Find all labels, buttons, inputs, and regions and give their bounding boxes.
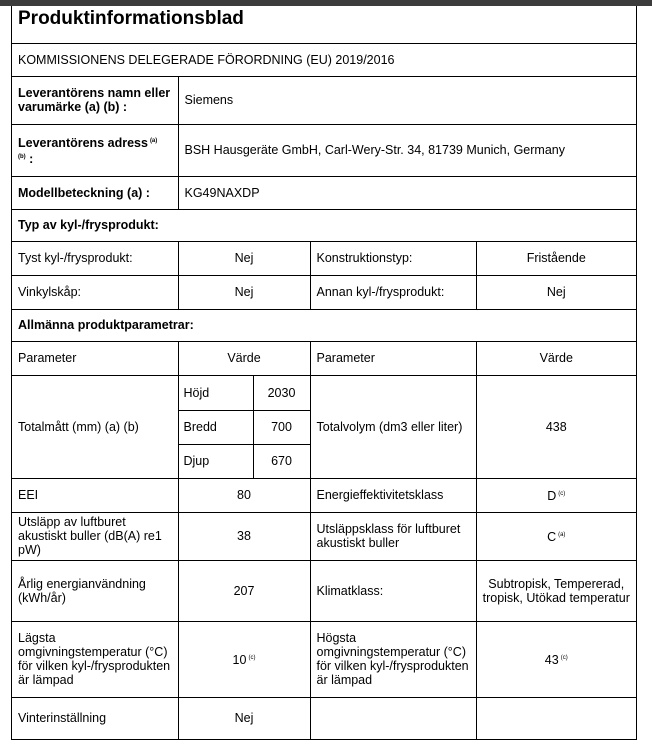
supplier-address-label: Leverantörens adress $^{(a)}$ $^{(b)}$ : [12,124,178,176]
width-value: 700 [253,410,310,444]
min-temp-value: 10 $^{(c)}$ [178,621,310,697]
noise-label: Utsläpp av luftburet akustiskt buller (dB(A) re1 pW) [12,512,178,560]
climate-value: Subtropisk, Tempererad, tropisk, Utökad temperatur [476,560,636,621]
params-heading: Allmänna produktparametrar: [12,309,636,341]
other-label: Annan kyl-/frysprodukt: [310,275,476,309]
total-volume-value: 438 [476,375,636,478]
construction-label: Konstruktionstyp: [310,241,476,275]
total-dims-label: Totalmått (mm) (a) (b) [12,375,178,478]
supplier-address-value: BSH Hausgeräte GmbH, Carl-Wery-Str. 34, 81739 Munich, Germany [178,124,636,176]
depth-value: 670 [253,444,310,478]
wine-label: Vinkylskåp: [12,275,178,309]
document-title: Produktinformationsblad [12,6,636,43]
product-information-sheet [11,6,637,740]
winter-label: Vinterinställning [12,697,178,739]
quiet-value: Nej [178,241,310,275]
type-section-heading: Typ av kyl-/frysprodukt: [12,209,636,241]
construction-value: Fristående [476,241,636,275]
empty-cell [476,697,636,739]
eei-value: 80 [178,478,310,512]
model-label: Modellbeteckning (a) : [12,176,178,209]
max-temp-value: 43 $^{(c)}$ [476,621,636,697]
other-value: Nej [476,275,636,309]
product-sheet-table [12,6,636,740]
width-label: Bredd [179,410,253,444]
noise-value: 38 [178,512,310,560]
noise-class-value: C $^{(a)}$ [476,512,636,560]
col-header-value: Värde [178,341,310,375]
climate-label: Klimatklass: [310,560,476,621]
total-volume-label: Totalvolym (dm3 eller liter) [310,375,476,478]
dimensions-subgrid [178,375,310,478]
depth-label: Djup [179,444,253,478]
max-temp-label: Högsta omgivningstemperatur (°C) för vilken kyl-/frysprodukten är lämpad [310,621,476,697]
col-header-parameter: Parameter [12,341,178,375]
annual-energy-value: 207 [178,560,310,621]
energy-class-label: Energieffektivitetsklass [310,478,476,512]
supplier-name-value: Siemens [178,76,636,124]
noise-class-label: Utsläppsklass för luftburet akustiskt buller [310,512,476,560]
regulation-reference: KOMMISSIONENS DELEGERADE FÖRORDNING (EU) 2019/2016 [12,43,636,76]
winter-value: Nej [178,697,310,739]
wine-value: Nej [178,275,310,309]
height-value: 2030 [253,376,310,410]
annual-energy-label: Årlig energianvändning (kWh/år) [12,560,178,621]
col-header-value-2: Värde [476,341,636,375]
supplier-name-label: Leverantörens namn eller varumärke (a) (b) : [12,76,178,124]
model-value: KG49NAXDP [178,176,636,209]
energy-class-value: D $^{(c)}$ [476,478,636,512]
empty-cell [310,697,476,739]
col-header-parameter-2: Parameter [310,341,476,375]
height-label: Höjd [183,385,210,400]
quiet-label: Tyst kyl-/frysprodukt: [12,241,178,275]
min-temp-label: Lägsta omgivningstemperatur (°C) för vilken kyl-/frysprodukten är lämpad [12,621,178,697]
eei-label: EEI [12,478,178,512]
